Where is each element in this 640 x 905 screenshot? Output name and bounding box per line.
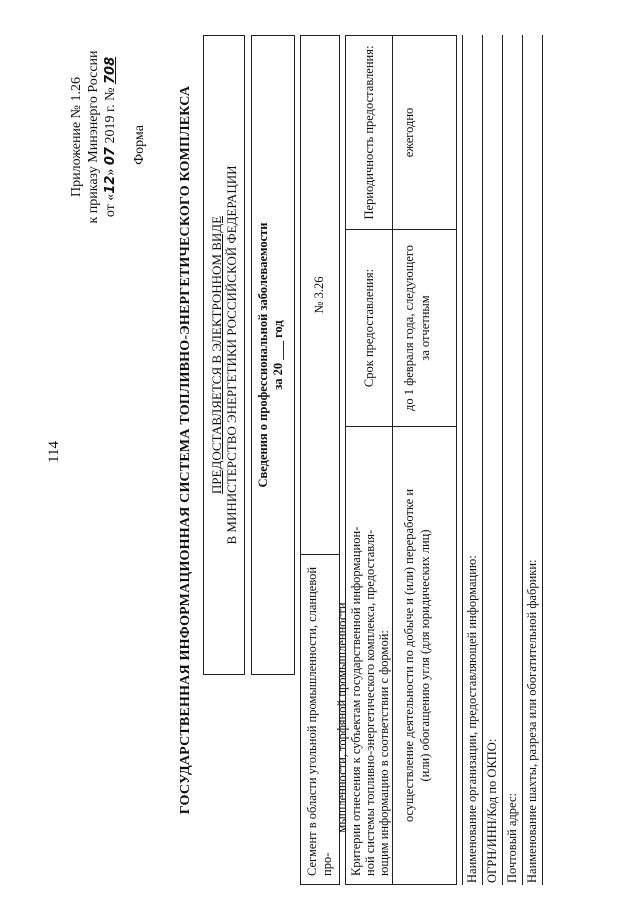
deadline-body-line2: за отчетным xyxy=(418,295,432,361)
appendix-line3 xyxy=(102,17,119,257)
report-title-line2: за 20 ___ год xyxy=(271,320,285,390)
criteria-table xyxy=(345,35,457,885)
criteria-header-line2: ной системы топливно-энергетического комплекса, предоставля- xyxy=(363,529,377,876)
submission-line1: ПРЕДОСТАВЛЯЕТСЯ В ЭЛЕКТРОННОМ ВИДЕ xyxy=(209,215,224,495)
form-label: Форма xyxy=(132,125,147,165)
field-organization-name[interactable]: Наименование организации, предоставляющей информацию: xyxy=(463,35,483,885)
segment-form-number: № 3.26 xyxy=(312,276,326,314)
period-column xyxy=(346,36,456,229)
segment-label-line2: мышленности, торфяной промышленности xyxy=(335,602,349,833)
segment-box xyxy=(300,35,349,885)
main-title: ГОСУДАРСТВЕННАЯ ИНФОРМАЦИОННАЯ СИСТЕМА ТОПЛИВНО-ЭНЕРГЕТИЧЕСКОГО КОМПЛЕКСА xyxy=(178,85,193,815)
submission-box xyxy=(203,35,245,675)
deadline-body xyxy=(393,230,456,426)
appendix-year: 2019 г. № xyxy=(103,87,118,144)
deadline-header-text: Срок предоставления: xyxy=(362,268,376,388)
appendix-month: 07 xyxy=(103,147,118,166)
report-title-box xyxy=(251,35,295,675)
field-postal-address[interactable]: Почтовый адрес: xyxy=(503,35,523,885)
appendix-date-middle: » xyxy=(103,168,118,176)
criteria-body xyxy=(393,427,456,884)
appendix-day: 12 xyxy=(103,175,118,194)
criteria-header-line1: Критерии отнесения к субъектам государственной информацион- xyxy=(349,526,363,876)
criteria-body-line2: (или) обогащению угля (для юридических лиц) xyxy=(418,529,432,782)
page-number: 114 xyxy=(46,441,62,463)
organization-fields xyxy=(462,35,541,885)
period-header-text: Периодичность предоставления: xyxy=(362,45,376,220)
criteria-column xyxy=(346,426,456,884)
deadline-body-line1: до 1 февраля года, следующего xyxy=(402,245,416,411)
report-title-line1: Сведения о профессиональной заболеваемости xyxy=(256,222,270,488)
deadline-header xyxy=(346,230,393,426)
segment-label xyxy=(301,554,349,884)
criteria-header xyxy=(346,427,393,884)
criteria-header-line3: ющим информацию в соответствии с формой: xyxy=(377,630,391,876)
appendix-line1: Приложение № 1.26 xyxy=(69,77,84,197)
period-body: ежегодно xyxy=(402,107,416,158)
criteria-body-line1: осуществление деятельности по добыче и (или) переработке и xyxy=(402,488,416,823)
submission-line2: В МИНИСТЕРСТВО ЭНЕРГЕТИКИ РОССИЙСКОЙ ФЕДЕРАЦИИ xyxy=(224,165,239,545)
segment-label-line1: Сегмент в области угольной промышленности, сланцевой про- xyxy=(305,566,334,876)
field-mine-name[interactable]: Наименование шахты, разреза или обогатительной фабрики: xyxy=(523,35,543,885)
appendix-block xyxy=(68,17,119,257)
period-header xyxy=(346,36,393,229)
field-ogrn-inn-okpo[interactable]: ОГРН/ИНН/Код по ОКПО: xyxy=(483,35,503,885)
appendix-number: 708 xyxy=(103,56,118,84)
deadline-column xyxy=(346,229,456,426)
appendix-line2: к приказу Минэнерго России xyxy=(86,50,101,224)
appendix-date-prefix: от « xyxy=(103,193,118,218)
